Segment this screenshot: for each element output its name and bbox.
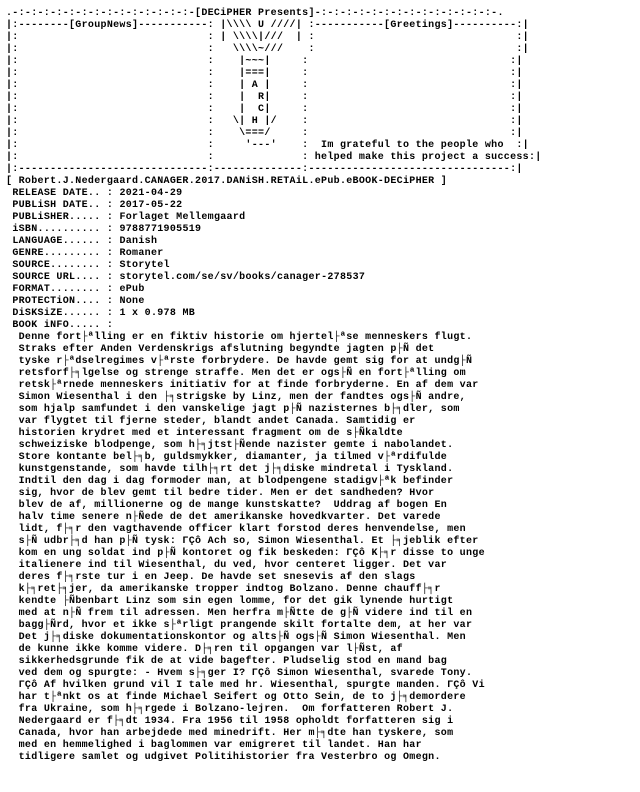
info-row bbox=[12, 248, 163, 259]
info-label: PUBLiSHER..... : bbox=[12, 212, 120, 223]
info-label: iSBN.......... : bbox=[12, 224, 120, 235]
info-label: BOOK iNFO..... : bbox=[12, 320, 120, 331]
description-line: med en hemmelighed i baglommen var emigreret til landet. Han har bbox=[18, 740, 422, 751]
description-line: s├Ñ udbr├╕d han p├Ñ tysk: ΓÇô Ach so, Simon Wiesenthal. Et ├╕jeblik efter bbox=[18, 536, 479, 547]
info-row bbox=[12, 272, 365, 283]
description-line: halv time senere n├Ñede de det amerikanske hovedkvarter. Det varede bbox=[18, 512, 441, 523]
info-label: SOURCE........ : bbox=[12, 260, 120, 271]
description-line: deres f├╕rste tur i en Jeep. De havde set snesevis af den slags bbox=[18, 572, 416, 583]
ascii-art-header bbox=[6, 8, 542, 187]
description-line: tidligere samlet og udgivet Politihistorier fra Vesterbro og Omegn. bbox=[18, 752, 441, 763]
description-line: lidt, f├╕r den vagthavende officer klart forstod deres henvendelse, men bbox=[18, 524, 466, 535]
art-line: |:--------[GroupNews]-----------: |\\\\ U ////| :-----------[Greetings]----------:| bbox=[6, 20, 529, 31]
description-line: retsforf├╕lgelse og strenge straffe. Men det er ogs├Ñ en fort├ªlling om bbox=[18, 368, 466, 379]
info-value: 2017-05-22 bbox=[119, 200, 183, 211]
description-line: kom en ung soldat ind p├Ñ kontoret og fik beskeden: ΓÇô K├╕r disse to unge bbox=[18, 548, 485, 559]
art-line: |: : | \\\\|/// | : :| bbox=[6, 32, 529, 43]
info-row bbox=[12, 296, 144, 307]
description-line: Simon Wiesenthal i den ├╕strigske by Linz, men der fandtes ogs├Ñ andre, bbox=[18, 392, 466, 403]
info-label: FORMAT........ : bbox=[12, 284, 120, 295]
info-label: PROTECTiON.... : bbox=[12, 296, 120, 307]
info-value: Romaner bbox=[119, 248, 164, 259]
description-line: blev de af, millionerne og de mange kunstskatte? Uddrag af bogen En bbox=[18, 500, 448, 511]
info-label: PUBLiSH DATE.. : bbox=[12, 200, 120, 211]
description-line: tyske r├ªdselregimes v├ªrste forbrydere. De havde gemt sig for at undg├Ñ bbox=[18, 356, 473, 367]
description-line: bagg├Ñrd, hvor et ikke s├ªrligt prangende skilt fortalte dem, at her var bbox=[18, 620, 473, 631]
info-value: Danish bbox=[119, 236, 158, 247]
art-line: .-:-:-:-:-:-:-:-:-:-:-:-:-:-:-[DECiPHER Presents]-:-:-:-:-:-:-:-:-:-:-:-:-:-:-. bbox=[6, 8, 504, 19]
art-line: |:------------------------------:--------------:--------------------------------:| bbox=[6, 164, 523, 175]
info-row bbox=[12, 200, 182, 211]
description-line: Denne fort├ªlling er en fiktiv historie om hjertel├ªse menneskers flugt. bbox=[18, 332, 473, 343]
description-line: kunstgenstande, som havde tilh├╕rt det j├╕diske mindretal i Tyskland. bbox=[18, 464, 454, 475]
book-description bbox=[6, 332, 485, 763]
release-info bbox=[6, 188, 365, 331]
description-line: k├╕ret├╕jer, da amerikanske tropper indtog Bolzano. Denne chauff├╕r bbox=[18, 584, 441, 595]
description-line: Det j├╕diske dokumentationskontor og alts├Ñ ogs├Ñ Simon Wiesenthal. Men bbox=[18, 632, 466, 643]
info-value: 9788771905519 bbox=[119, 224, 202, 235]
info-row bbox=[12, 284, 144, 295]
description-line: med at n├Ñ frem til adressen. Men herfra m├Ñtte de g├Ñ videre ind til en bbox=[18, 608, 473, 619]
info-value: None bbox=[119, 296, 145, 307]
info-value: Storytel bbox=[119, 260, 170, 271]
description-line: Straks efter Anden Verdenskrigs afslutning begyndte jagten p├Ñ det bbox=[18, 344, 435, 355]
art-line: |: : '---' : Im grateful to the people who :| bbox=[6, 140, 529, 151]
info-row bbox=[12, 188, 182, 199]
description-line: Canada, hvor han arbejdede med minedrift. Her m├╕dte han tyskere, som bbox=[18, 728, 454, 739]
info-label: LANGUAGE...... : bbox=[12, 236, 120, 247]
description-line: fra Ukraine, som h├╕rgede i Bolzano-lejren. Om forfatteren Robert J. bbox=[18, 704, 454, 715]
description-line: Nedergaard er f├╕dt 1934. Fra 1956 til 1958 opholdt forfatteren sig i bbox=[18, 716, 454, 727]
art-line: |: : | R| : :| bbox=[6, 92, 523, 103]
description-line: historien krydret med et interessant fragment om de s├Ñkaldte bbox=[18, 428, 403, 439]
info-label: SOURCE URL.... : bbox=[12, 272, 120, 283]
info-row bbox=[12, 224, 201, 235]
art-line: |: : | A | : :| bbox=[6, 80, 523, 91]
info-label: DiSKSiZE...... : bbox=[12, 308, 120, 319]
description-line: ΓÇô Af hvilken grund vil I tale med hr. Wiesenthal, spurgte manden. ΓÇô Vi bbox=[18, 680, 485, 691]
description-line: Store kontante bel├╕b, guldsmykker, diamanter, ja tilmed v├ªrdifulde bbox=[18, 452, 448, 463]
info-row bbox=[12, 308, 195, 319]
art-line: |: : \===/ : :| bbox=[6, 128, 523, 139]
description-line: ved dem og spurgte: - Hvem s├╕ger I? ΓÇô Simon Wiesenthal, svarede Tony. bbox=[18, 668, 473, 679]
release-name: [ Robert.J.Nedergaard.CANAGER.2017.DANiSH.RETAiL.ePub.eBOOK-DECiPHER ] bbox=[6, 176, 448, 187]
description-line: var flygtet til fjerne steder, blandt andet Canada. Samtidig er bbox=[18, 416, 416, 427]
art-line: |: : |~~~| : :| bbox=[6, 56, 523, 67]
art-line: |: : |===| : :| bbox=[6, 68, 523, 79]
description-line: kendte ├Ñbenbart Linz som sin egen lomme, for det gik lynende hurtigt bbox=[18, 596, 454, 607]
info-label: RELEASE DATE.. : bbox=[12, 188, 120, 199]
info-value: 1 x 0.978 MB bbox=[119, 308, 196, 319]
description-line: som hjalp samfundet i den vanskelige jagt p├Ñ nazisternes b├╕dler, som bbox=[18, 404, 460, 415]
art-line: |: : | C| : :| bbox=[6, 104, 523, 115]
description-line: sig, hvor de blev gemt til bedre tider. Men er det sandheden? Hvor bbox=[18, 488, 435, 499]
art-line: |: : \| H |/ : :| bbox=[6, 116, 523, 127]
art-line: |: : : helped make this project a success:| bbox=[6, 152, 542, 163]
nfo-document bbox=[6, 8, 542, 764]
description-line: sikkerhedsgrunde fik de at vide bagefter. Pludselig stod en mand bag bbox=[18, 656, 448, 667]
info-value: 2021-04-29 bbox=[119, 188, 183, 199]
info-value: storytel.com/se/sv/books/canager-278537 bbox=[119, 272, 366, 283]
description-line: italienere ind til Wiesenthal, du ved, hvor centeret ligger. Det var bbox=[18, 560, 448, 571]
art-line: |: : \\\\~/// : :| bbox=[6, 44, 529, 55]
description-line: de kunne ikke komme videre. D├╕ren til opgangen var l├Ñst, af bbox=[18, 644, 403, 655]
info-row bbox=[12, 260, 170, 271]
info-label: GENRE......... : bbox=[12, 248, 120, 259]
description-line: har t├ªnkt os at finde Michael Seifert og Otto Sein, de to j├╕demordere bbox=[18, 692, 466, 703]
description-line: schweiziske blodpenge, som h├╕jtst├Ñende nazister gemte i nabolandet. bbox=[18, 440, 454, 451]
description-line: retsk├ªrnede menneskers initiativ for at finde forbryderne. En af dem var bbox=[18, 380, 479, 391]
info-row bbox=[12, 236, 157, 247]
info-row bbox=[12, 212, 245, 223]
info-value: Forlaget Mellemgaard bbox=[119, 212, 246, 223]
info-value: ePub bbox=[119, 284, 145, 295]
info-row bbox=[12, 320, 119, 331]
description-line: Indtil den dag i dag formoder man, at blodpengene stadigv├ªk befinder bbox=[18, 476, 454, 487]
